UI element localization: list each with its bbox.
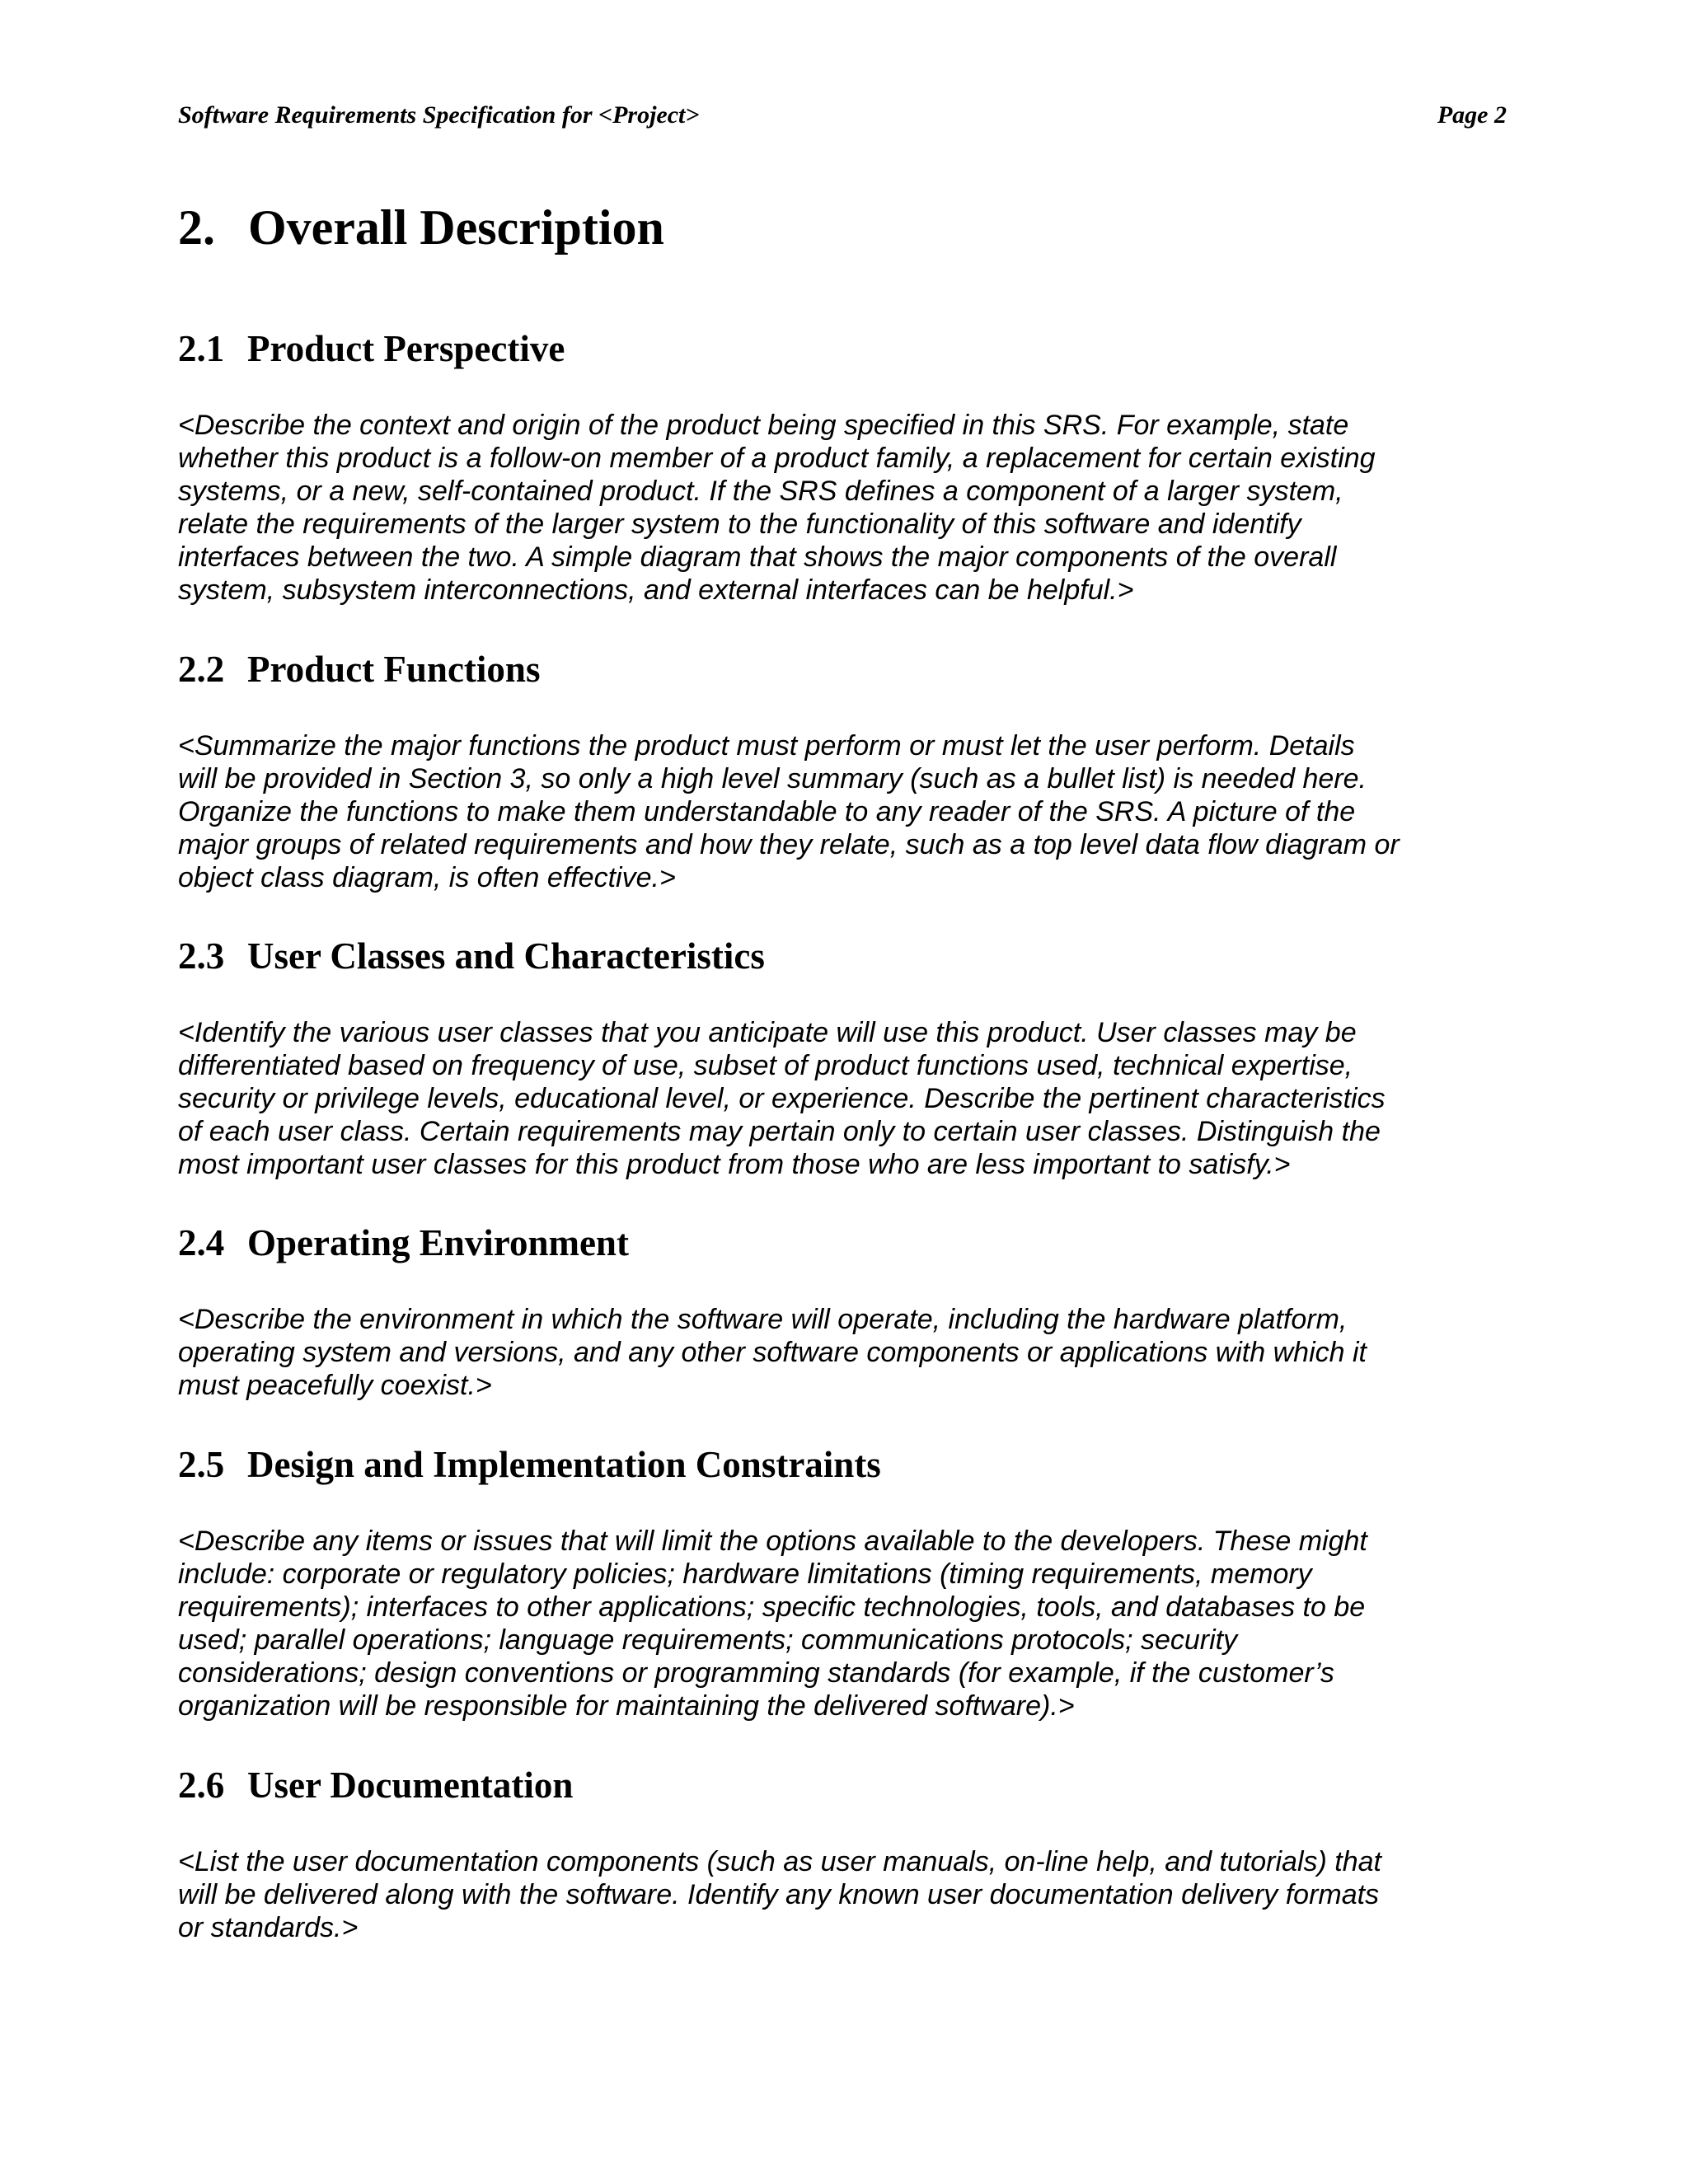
section-title: Design and Implementation Constraints — [247, 1444, 881, 1485]
header-document-title: Software Requirements Specification for <Project> — [178, 101, 700, 129]
body-line: operating system and versions, and any other software components or applications with which it — [178, 1337, 1367, 1368]
section-number: 2.5 — [178, 1444, 225, 1485]
section-body-user-documentation — [178, 1845, 1507, 1944]
body-line: relate the requirements of the larger system to the functionality of this software and identify — [178, 509, 1301, 540]
section-heading-product-perspective — [178, 324, 565, 373]
section-title: Product Perspective — [247, 328, 565, 369]
body-line: <Describe the environment in which the software will operate, including the hardware platform, — [178, 1304, 1348, 1335]
section-number: 2.4 — [178, 1222, 225, 1263]
body-line: security or privilege levels, educational level, or experience. Describe the pertinent characteristics — [178, 1083, 1386, 1114]
body-line: object class diagram, is often effective.> — [178, 862, 676, 893]
section-body-product-perspective — [178, 409, 1507, 607]
body-line: include: corporate or regulatory policies; hardware limitations (timing requirements, memory — [178, 1558, 1312, 1590]
document-page — [178, 0, 1507, 2184]
body-line: used; parallel operations; language requirements; communications protocols; security — [178, 1624, 1238, 1656]
body-line: <Describe any items or issues that will limit the options available to the developers. These might — [178, 1526, 1367, 1557]
body-line: or standards.> — [178, 1912, 359, 1943]
section-heading-product-functions — [178, 644, 540, 694]
running-header — [178, 99, 1507, 132]
section-heading-user-classes — [178, 931, 765, 981]
body-line: of each user class. Certain requirements may pertain only to certain user classes. Distinguish the — [178, 1116, 1381, 1147]
section-heading-operating-environment — [178, 1218, 629, 1268]
section-number: 2.1 — [178, 328, 225, 369]
section-title: User Classes and Characteristics — [247, 935, 765, 977]
body-line: most important user classes for this product from those who are less important to satisfy.> — [178, 1149, 1291, 1180]
body-line: will be delivered along with the software. Identify any known user documentation delivery formats — [178, 1879, 1380, 1910]
section-heading-user-documentation — [178, 1760, 573, 1810]
section-title: Product Functions — [247, 649, 541, 690]
section-body-operating-environment — [178, 1303, 1507, 1402]
section-body-design-constraints — [178, 1525, 1507, 1722]
body-line: system, subsystem interconnections, and external interfaces can be helpful.> — [178, 574, 1134, 606]
body-line: major groups of related requirements and how they relate, such as a top level data flow diagram or — [178, 829, 1400, 860]
body-line: differentiated based on frequency of use, subset of product functions used, technical expertise, — [178, 1050, 1353, 1081]
body-line: whether this product is a follow-on member of a product family, a replacement for certain existing — [178, 443, 1376, 474]
chapter-title — [178, 194, 664, 260]
body-line: interfaces between the two. A simple diagram that shows the major components of the overall — [178, 541, 1337, 573]
body-line: considerations; design conventions or programming standards (for example, if the customer’s — [178, 1657, 1334, 1689]
section-number: 2.2 — [178, 649, 225, 690]
body-line: must peacefully coexist.> — [178, 1370, 492, 1401]
section-title: Operating Environment — [247, 1222, 629, 1263]
section-title: User Documentation — [247, 1765, 574, 1806]
body-line: <Summarize the major functions the product must perform or must let the user perform. Details — [178, 730, 1355, 762]
body-line: organization will be responsible for maintaining the delivered software).> — [178, 1690, 1075, 1722]
body-line: <Identify the various user classes that you anticipate will use this product. User classes may be — [178, 1017, 1357, 1048]
section-body-product-functions — [178, 729, 1507, 894]
section-heading-design-constraints — [178, 1440, 881, 1489]
body-line: requirements); interfaces to other applications; specific technologies, tools, and databases to be — [178, 1591, 1366, 1623]
body-line: systems, or a new, self-contained product. If the SRS defines a component of a larger system, — [178, 476, 1343, 507]
section-number: 2.3 — [178, 935, 225, 977]
body-line: will be provided in Section 3, so only a high level summary (such as a bullet list) is needed here. — [178, 763, 1367, 794]
chapter-title-text: Overall Description — [248, 200, 664, 255]
body-line: <Describe the context and origin of the product being specified in this SRS. For example, state — [178, 410, 1349, 441]
header-page-number: Page 2 — [1437, 101, 1507, 129]
body-line: Organize the functions to make them understandable to any reader of the SRS. A picture of the — [178, 796, 1356, 827]
section-body-user-classes — [178, 1016, 1507, 1181]
section-number: 2.6 — [178, 1765, 225, 1806]
chapter-number: 2. — [178, 200, 215, 255]
body-line: <List the user documentation components (such as user manuals, on-line help, and tutorials) that — [178, 1846, 1381, 1877]
